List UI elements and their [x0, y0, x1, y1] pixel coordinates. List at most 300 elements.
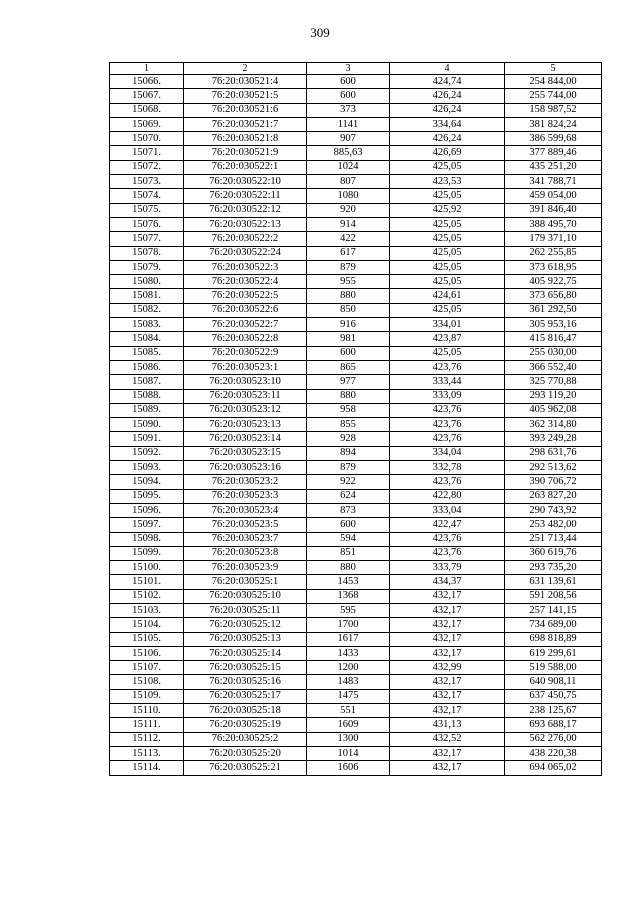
area-cell: 1453	[307, 575, 390, 589]
row-number-cell: 15112.	[110, 732, 184, 746]
row-number-cell: 15098.	[110, 532, 184, 546]
table-row	[110, 575, 602, 589]
area-cell: 600	[307, 346, 390, 360]
total-value-cell: 179 371,10	[505, 232, 602, 246]
unit-value-cell: 432,17	[390, 761, 505, 775]
total-value-cell: 377 889,46	[505, 146, 602, 160]
total-value-cell: 405 962,08	[505, 403, 602, 417]
table-row	[110, 160, 602, 174]
table-row	[110, 360, 602, 374]
total-value-cell: 393 249,28	[505, 432, 602, 446]
area-cell: 981	[307, 332, 390, 346]
total-value-cell: 698 818,89	[505, 632, 602, 646]
unit-value-cell: 334,64	[390, 117, 505, 131]
row-number-cell: 15110.	[110, 704, 184, 718]
table-row	[110, 275, 602, 289]
total-value-cell: 386 599,68	[505, 132, 602, 146]
page-number: 309	[310, 25, 330, 40]
table-row	[110, 132, 602, 146]
total-value-cell: 373 618,95	[505, 260, 602, 274]
area-cell: 928	[307, 432, 390, 446]
area-cell: 916	[307, 318, 390, 332]
area-cell: 922	[307, 475, 390, 489]
row-number-cell: 15097.	[110, 518, 184, 532]
total-value-cell: 362 314,80	[505, 418, 602, 432]
row-number-cell: 15082.	[110, 303, 184, 317]
row-number-cell: 15107.	[110, 661, 184, 675]
row-number-cell: 15113.	[110, 746, 184, 760]
area-cell: 880	[307, 289, 390, 303]
table-row	[110, 346, 602, 360]
table-row	[110, 432, 602, 446]
cadastral-number-cell: 76:20:030523:10	[184, 375, 307, 389]
row-number-cell: 15096.	[110, 503, 184, 517]
row-number-cell: 15108.	[110, 675, 184, 689]
header-row	[110, 63, 602, 75]
unit-value-cell: 432,17	[390, 675, 505, 689]
unit-value-cell: 333,09	[390, 389, 505, 403]
area-cell: 1700	[307, 618, 390, 632]
table-row	[110, 546, 602, 560]
cadastral-number-cell: 76:20:030523:1	[184, 360, 307, 374]
cadastral-number-cell: 76:20:030523:7	[184, 532, 307, 546]
unit-value-cell: 432,17	[390, 603, 505, 617]
row-number-cell: 15087.	[110, 375, 184, 389]
table-row	[110, 446, 602, 460]
unit-value-cell: 426,24	[390, 103, 505, 117]
row-number-cell: 15109.	[110, 689, 184, 703]
cadastral-number-cell: 76:20:030523:15	[184, 446, 307, 460]
table-row	[110, 103, 602, 117]
table-row	[110, 618, 602, 632]
row-number-cell: 15066.	[110, 75, 184, 89]
area-cell: 907	[307, 132, 390, 146]
table-row	[110, 475, 602, 489]
unit-value-cell: 422,47	[390, 518, 505, 532]
total-value-cell: 254 844,00	[505, 75, 602, 89]
unit-value-cell: 432,17	[390, 632, 505, 646]
area-cell: 600	[307, 89, 390, 103]
cadastral-number-cell: 76:20:030521:9	[184, 146, 307, 160]
cadastral-number-cell: 76:20:030522:24	[184, 246, 307, 260]
unit-value-cell: 425,05	[390, 260, 505, 274]
cadastral-number-cell: 76:20:030522:1	[184, 160, 307, 174]
table-row	[110, 704, 602, 718]
area-cell: 855	[307, 418, 390, 432]
unit-value-cell: 423,76	[390, 403, 505, 417]
table-row	[110, 461, 602, 475]
area-cell: 885,63	[307, 146, 390, 160]
row-number-cell: 15075.	[110, 203, 184, 217]
cadastral-number-cell: 76:20:030525:11	[184, 603, 307, 617]
table-row	[110, 332, 602, 346]
area-cell: 1024	[307, 160, 390, 174]
area-cell: 595	[307, 603, 390, 617]
table-row	[110, 146, 602, 160]
area-cell: 1014	[307, 746, 390, 760]
table-row	[110, 561, 602, 575]
area-cell: 977	[307, 375, 390, 389]
cadastral-number-cell: 76:20:030525:21	[184, 761, 307, 775]
row-number-cell: 15101.	[110, 575, 184, 589]
area-cell: 422	[307, 232, 390, 246]
cadastral-number-cell: 76:20:030525:15	[184, 661, 307, 675]
total-value-cell: 591 208,56	[505, 589, 602, 603]
row-number-cell: 15077.	[110, 232, 184, 246]
row-number-cell: 15071.	[110, 146, 184, 160]
total-value-cell: 435 251,20	[505, 160, 602, 174]
unit-value-cell: 423,87	[390, 332, 505, 346]
table-row	[110, 217, 602, 231]
total-value-cell: 325 770,88	[505, 375, 602, 389]
unit-value-cell: 426,24	[390, 89, 505, 103]
cadastral-number-cell: 76:20:030525:19	[184, 718, 307, 732]
cadastral-number-cell: 76:20:030521:6	[184, 103, 307, 117]
cadastral-number-cell: 76:20:030523:11	[184, 389, 307, 403]
total-value-cell: 391 846,40	[505, 203, 602, 217]
table-row	[110, 89, 602, 103]
cadastral-number-cell: 76:20:030522:13	[184, 217, 307, 231]
column-header-2: 2	[184, 63, 307, 75]
table-row	[110, 718, 602, 732]
unit-value-cell: 425,05	[390, 275, 505, 289]
cadastral-number-cell: 76:20:030525:13	[184, 632, 307, 646]
area-cell: 850	[307, 303, 390, 317]
row-number-cell: 15080.	[110, 275, 184, 289]
area-cell: 1433	[307, 646, 390, 660]
table-row	[110, 489, 602, 503]
unit-value-cell: 424,74	[390, 75, 505, 89]
row-number-cell: 15068.	[110, 103, 184, 117]
row-number-cell: 15076.	[110, 217, 184, 231]
area-cell: 624	[307, 489, 390, 503]
unit-value-cell: 423,76	[390, 475, 505, 489]
total-value-cell: 390 706,72	[505, 475, 602, 489]
row-number-cell: 15067.	[110, 89, 184, 103]
total-value-cell: 292 513,62	[505, 461, 602, 475]
table-row	[110, 389, 602, 403]
unit-value-cell: 423,76	[390, 418, 505, 432]
table-row	[110, 661, 602, 675]
cadastral-number-cell: 76:20:030523:16	[184, 461, 307, 475]
table-row	[110, 761, 602, 775]
cadastral-number-cell: 76:20:030523:13	[184, 418, 307, 432]
table-row	[110, 746, 602, 760]
cadastral-number-cell: 76:20:030525:18	[184, 704, 307, 718]
unit-value-cell: 434,37	[390, 575, 505, 589]
area-cell: 1368	[307, 589, 390, 603]
unit-value-cell: 423,76	[390, 546, 505, 560]
cadastral-number-cell: 76:20:030521:4	[184, 75, 307, 89]
cadastral-number-cell: 76:20:030523:4	[184, 503, 307, 517]
cadastral-number-cell: 76:20:030522:11	[184, 189, 307, 203]
total-value-cell: 341 788,71	[505, 175, 602, 189]
total-value-cell: 366 552,40	[505, 360, 602, 374]
cadastral-number-cell: 76:20:030522:4	[184, 275, 307, 289]
unit-value-cell: 424,61	[390, 289, 505, 303]
unit-value-cell: 425,05	[390, 160, 505, 174]
table-row	[110, 532, 602, 546]
row-number-cell: 15103.	[110, 603, 184, 617]
unit-value-cell: 334,04	[390, 446, 505, 460]
table-row	[110, 232, 602, 246]
cadastral-number-cell: 76:20:030521:8	[184, 132, 307, 146]
table-row	[110, 318, 602, 332]
row-number-cell: 15095.	[110, 489, 184, 503]
cadastral-number-cell: 76:20:030525:12	[184, 618, 307, 632]
total-value-cell: 238 125,67	[505, 704, 602, 718]
cadastral-number-cell: 76:20:030525:10	[184, 589, 307, 603]
cadastral-number-cell: 76:20:030523:3	[184, 489, 307, 503]
table-row	[110, 589, 602, 603]
table-row	[110, 375, 602, 389]
total-value-cell: 459 054,00	[505, 189, 602, 203]
row-number-cell: 15104.	[110, 618, 184, 632]
cadastral-number-cell: 76:20:030522:9	[184, 346, 307, 360]
table-row	[110, 246, 602, 260]
table-row	[110, 418, 602, 432]
land-plot-table	[109, 62, 602, 776]
cadastral-number-cell: 76:20:030523:12	[184, 403, 307, 417]
area-cell: 1475	[307, 689, 390, 703]
total-value-cell: 388 495,70	[505, 217, 602, 231]
table-row	[110, 117, 602, 131]
area-cell: 879	[307, 260, 390, 274]
table-row	[110, 518, 602, 532]
table-row	[110, 175, 602, 189]
row-number-cell: 15072.	[110, 160, 184, 174]
cadastral-number-cell: 76:20:030522:6	[184, 303, 307, 317]
total-value-cell: 262 255,85	[505, 246, 602, 260]
unit-value-cell: 425,05	[390, 246, 505, 260]
total-value-cell: 693 688,17	[505, 718, 602, 732]
area-cell: 894	[307, 446, 390, 460]
cadastral-number-cell: 76:20:030521:7	[184, 117, 307, 131]
area-cell: 594	[307, 532, 390, 546]
total-value-cell: 640 908,11	[505, 675, 602, 689]
unit-value-cell: 425,05	[390, 189, 505, 203]
row-number-cell: 15069.	[110, 117, 184, 131]
cadastral-number-cell: 76:20:030522:2	[184, 232, 307, 246]
row-number-cell: 15105.	[110, 632, 184, 646]
table-row	[110, 289, 602, 303]
table-row	[110, 632, 602, 646]
row-number-cell: 15074.	[110, 189, 184, 203]
cadastral-number-cell: 76:20:030525:16	[184, 675, 307, 689]
row-number-cell: 15093.	[110, 461, 184, 475]
table-row	[110, 303, 602, 317]
total-value-cell: 253 482,00	[505, 518, 602, 532]
unit-value-cell: 425,05	[390, 346, 505, 360]
row-number-cell: 15092.	[110, 446, 184, 460]
area-cell: 851	[307, 546, 390, 560]
total-value-cell: 158 987,52	[505, 103, 602, 117]
area-cell: 600	[307, 518, 390, 532]
row-number-cell: 15079.	[110, 260, 184, 274]
total-value-cell: 360 619,76	[505, 546, 602, 560]
area-cell: 1483	[307, 675, 390, 689]
table-row	[110, 646, 602, 660]
unit-value-cell: 425,92	[390, 203, 505, 217]
cadastral-number-cell: 76:20:030522:10	[184, 175, 307, 189]
row-number-cell: 15084.	[110, 332, 184, 346]
unit-value-cell: 426,24	[390, 132, 505, 146]
total-value-cell: 361 292,50	[505, 303, 602, 317]
row-number-cell: 15086.	[110, 360, 184, 374]
table-row	[110, 689, 602, 703]
table-body	[110, 75, 602, 776]
total-value-cell: 734 689,00	[505, 618, 602, 632]
unit-value-cell: 432,52	[390, 732, 505, 746]
row-number-cell: 15094.	[110, 475, 184, 489]
cadastral-number-cell: 76:20:030525:14	[184, 646, 307, 660]
total-value-cell: 694 065,02	[505, 761, 602, 775]
unit-value-cell: 432,17	[390, 689, 505, 703]
unit-value-cell: 432,17	[390, 589, 505, 603]
column-header-5: 5	[505, 63, 602, 75]
total-value-cell: 637 450,75	[505, 689, 602, 703]
row-number-cell: 15106.	[110, 646, 184, 660]
total-value-cell: 381 824,24	[505, 117, 602, 131]
row-number-cell: 15083.	[110, 318, 184, 332]
unit-value-cell: 422,80	[390, 489, 505, 503]
table-row	[110, 732, 602, 746]
row-number-cell: 15114.	[110, 761, 184, 775]
total-value-cell: 373 656,80	[505, 289, 602, 303]
total-value-cell: 631 139,61	[505, 575, 602, 589]
cadastral-number-cell: 76:20:030522:5	[184, 289, 307, 303]
unit-value-cell: 425,05	[390, 232, 505, 246]
unit-value-cell: 332,78	[390, 461, 505, 475]
row-number-cell: 15099.	[110, 546, 184, 560]
total-value-cell: 263 827,20	[505, 489, 602, 503]
total-value-cell: 251 713,44	[505, 532, 602, 546]
unit-value-cell: 432,17	[390, 746, 505, 760]
row-number-cell: 15073.	[110, 175, 184, 189]
total-value-cell: 562 276,00	[505, 732, 602, 746]
cadastral-number-cell: 76:20:030523:2	[184, 475, 307, 489]
row-number-cell: 15111.	[110, 718, 184, 732]
area-cell: 1080	[307, 189, 390, 203]
total-value-cell: 290 743,92	[505, 503, 602, 517]
cadastral-number-cell: 76:20:030523:5	[184, 518, 307, 532]
area-cell: 1300	[307, 732, 390, 746]
cadastral-number-cell: 76:20:030525:20	[184, 746, 307, 760]
table-row	[110, 603, 602, 617]
column-header-4: 4	[390, 63, 505, 75]
area-cell: 914	[307, 217, 390, 231]
unit-value-cell: 333,04	[390, 503, 505, 517]
cadastral-number-cell: 76:20:030523:8	[184, 546, 307, 560]
table-row	[110, 203, 602, 217]
total-value-cell: 415 816,47	[505, 332, 602, 346]
cadastral-number-cell: 76:20:030522:7	[184, 318, 307, 332]
unit-value-cell: 334,01	[390, 318, 505, 332]
total-value-cell: 619 299,61	[505, 646, 602, 660]
total-value-cell: 438 220,38	[505, 746, 602, 760]
total-value-cell: 257 141,15	[505, 603, 602, 617]
cadastral-number-cell: 76:20:030523:14	[184, 432, 307, 446]
unit-value-cell: 432,17	[390, 618, 505, 632]
total-value-cell: 405 922,75	[505, 275, 602, 289]
total-value-cell: 293 119,20	[505, 389, 602, 403]
cadastral-number-cell: 76:20:030525:17	[184, 689, 307, 703]
total-value-cell: 255 030,00	[505, 346, 602, 360]
total-value-cell: 305 953,16	[505, 318, 602, 332]
unit-value-cell: 425,05	[390, 217, 505, 231]
area-cell: 600	[307, 75, 390, 89]
column-header-3: 3	[307, 63, 390, 75]
unit-value-cell: 333,44	[390, 375, 505, 389]
row-number-cell: 15102.	[110, 589, 184, 603]
row-number-cell: 15089.	[110, 403, 184, 417]
unit-value-cell: 423,76	[390, 532, 505, 546]
unit-value-cell: 432,99	[390, 661, 505, 675]
area-cell: 617	[307, 246, 390, 260]
area-cell: 373	[307, 103, 390, 117]
unit-value-cell: 333,79	[390, 561, 505, 575]
unit-value-cell: 426,69	[390, 146, 505, 160]
area-cell: 880	[307, 561, 390, 575]
row-number-cell: 15085.	[110, 346, 184, 360]
cadastral-number-cell: 76:20:030523:9	[184, 561, 307, 575]
unit-value-cell: 432,17	[390, 704, 505, 718]
row-number-cell: 15088.	[110, 389, 184, 403]
unit-value-cell: 431,13	[390, 718, 505, 732]
table-row	[110, 75, 602, 89]
total-value-cell: 255 744,00	[505, 89, 602, 103]
table-row	[110, 189, 602, 203]
cadastral-number-cell: 76:20:030522:8	[184, 332, 307, 346]
cadastral-number-cell: 76:20:030525:1	[184, 575, 307, 589]
row-number-cell: 15091.	[110, 432, 184, 446]
cadastral-number-cell: 76:20:030522:3	[184, 260, 307, 274]
total-value-cell: 519 588,00	[505, 661, 602, 675]
area-cell: 1141	[307, 117, 390, 131]
area-cell: 880	[307, 389, 390, 403]
area-cell: 807	[307, 175, 390, 189]
table-row	[110, 260, 602, 274]
area-cell: 920	[307, 203, 390, 217]
area-cell: 873	[307, 503, 390, 517]
area-cell: 1617	[307, 632, 390, 646]
row-number-cell: 15081.	[110, 289, 184, 303]
cadastral-number-cell: 76:20:030521:5	[184, 89, 307, 103]
row-number-cell: 15100.	[110, 561, 184, 575]
area-cell: 865	[307, 360, 390, 374]
row-number-cell: 15078.	[110, 246, 184, 260]
unit-value-cell: 423,76	[390, 360, 505, 374]
unit-value-cell: 432,17	[390, 646, 505, 660]
unit-value-cell: 423,76	[390, 432, 505, 446]
column-header-1: 1	[110, 63, 184, 75]
area-cell: 551	[307, 704, 390, 718]
unit-value-cell: 425,05	[390, 303, 505, 317]
table-row	[110, 403, 602, 417]
row-number-cell: 15090.	[110, 418, 184, 432]
area-cell: 955	[307, 275, 390, 289]
table-row	[110, 675, 602, 689]
total-value-cell: 298 631,76	[505, 446, 602, 460]
cadastral-number-cell: 76:20:030522:12	[184, 203, 307, 217]
total-value-cell: 293 735,20	[505, 561, 602, 575]
cadastral-number-cell: 76:20:030525:2	[184, 732, 307, 746]
unit-value-cell: 423,53	[390, 175, 505, 189]
area-cell: 958	[307, 403, 390, 417]
area-cell: 1200	[307, 661, 390, 675]
area-cell: 879	[307, 461, 390, 475]
row-number-cell: 15070.	[110, 132, 184, 146]
